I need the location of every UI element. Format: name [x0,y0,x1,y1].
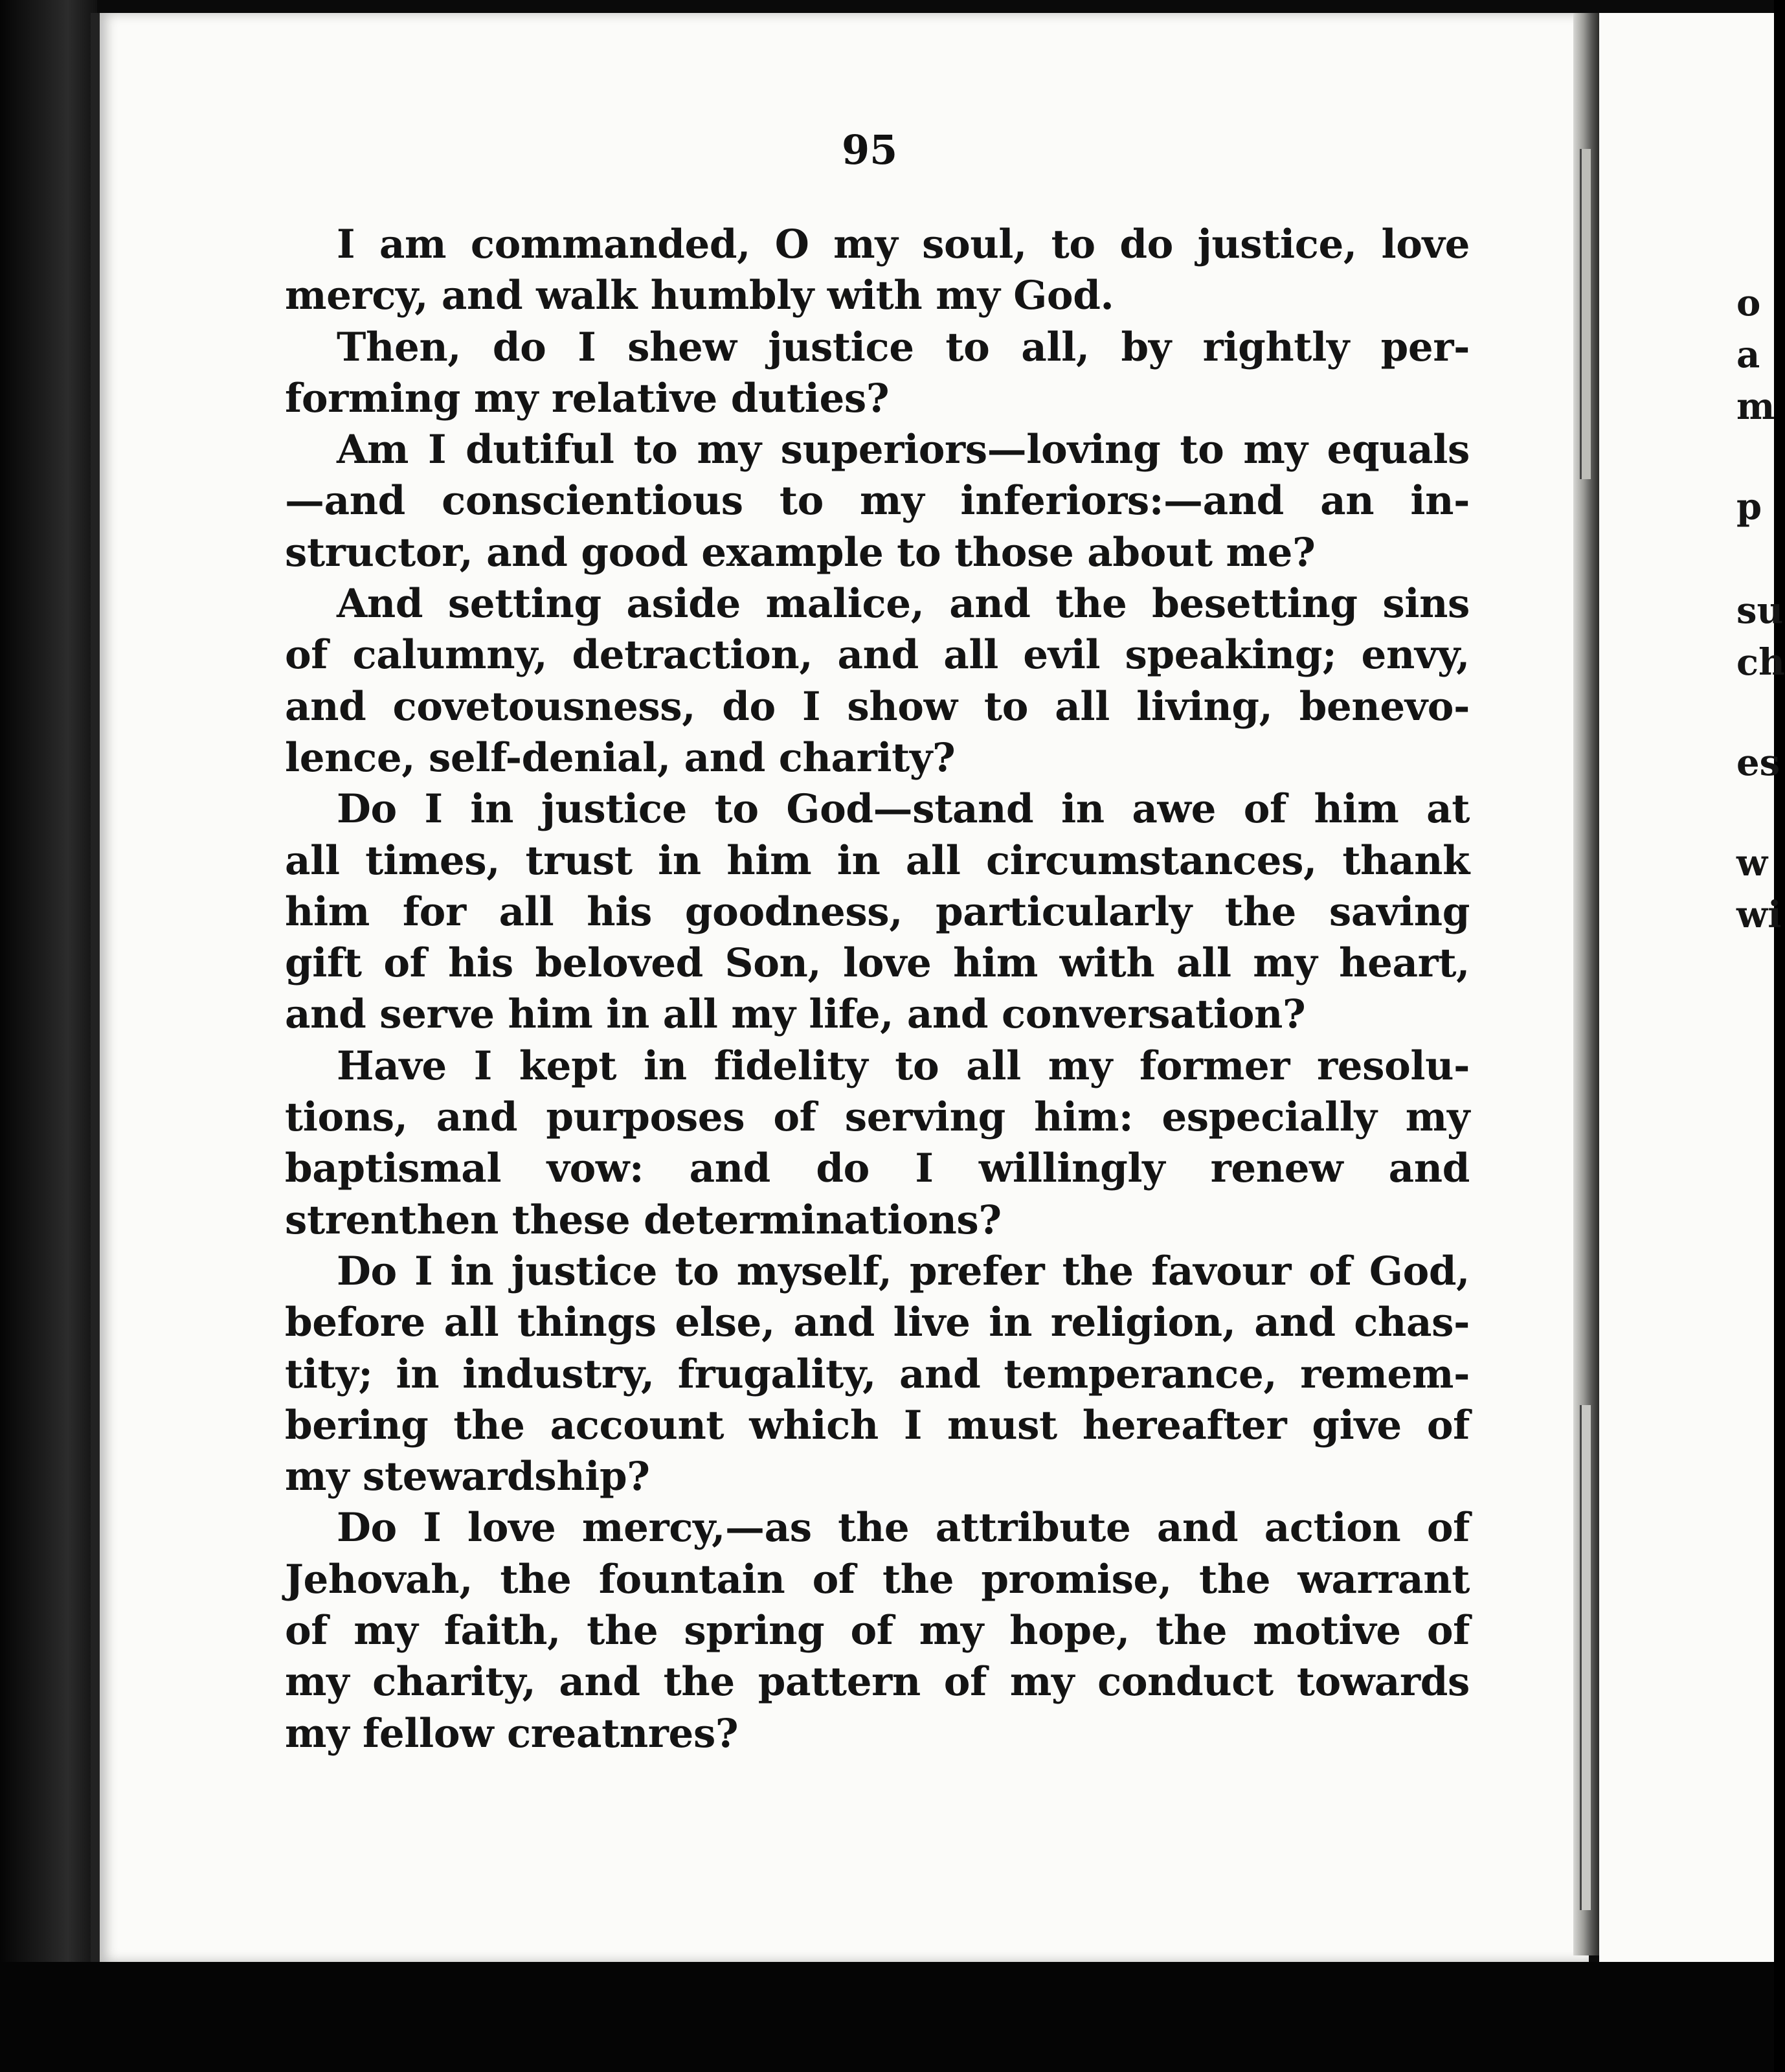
text-line: Do I in justice to God—stand in awe of him at [337,786,1470,833]
text-line: Do I in justice to myself, prefer the favour of God, [337,1248,1470,1294]
text-line: strenthen these determinations? [285,1197,1002,1243]
text-line: forming my relative duties? [285,375,890,422]
text-line: I am commanded, O my soul, to do justice, love [337,221,1470,267]
text-line: and serve him in all my life, and conversation? [285,991,1306,1038]
text-line: Do I love mercy,—as the attribute and action of [337,1505,1470,1551]
fragment: m [1736,385,1775,428]
text-line: before all things else, and live in religion, and chas- [285,1300,1470,1346]
fragment: ch [1736,641,1785,684]
text-line: baptismal vow: and do I willingly renew and [285,1145,1470,1192]
text-line: Jehovah, the fountain of the promise, the warrant [285,1556,1470,1603]
text-line: —and conscientious to my inferiors:—and an in- [285,478,1470,524]
text-line: of calumny, detraction, and all evil speaking; envy, [285,632,1470,679]
text-line: him for all his goodness, particularly the saving [285,888,1470,935]
text-line: my charity, and the pattern of my conduct towards [285,1659,1470,1706]
page-number: 95 [842,126,898,174]
text-line: gift of his beloved Son, love him with all my heart, [285,940,1470,987]
text-line: and covetousness, do I show to all living, benevo- [285,683,1470,730]
text-line: bering the account which I must hereafter give of [285,1402,1470,1448]
text-line: lence, self-denial, and charity? [285,734,956,781]
text-line: structor, and good example to those about me? [285,529,1316,576]
binding-thread-bottom [1580,1405,1591,1910]
body-text [285,219,1470,1759]
text-line: Then, do I shew justice to all, by rightly per- [337,324,1470,370]
fragment: es [1736,741,1780,784]
text-line: all times, trust in him in all circumstances, thank [285,837,1470,884]
binding-thread-top [1580,149,1591,479]
scan-bottom-border [0,1962,1774,2072]
text-line: tions, and purposes of serving him: especially my [285,1094,1470,1141]
fragment: o [1736,282,1761,324]
text-line: Am I dutiful to my superiors—loving to my equals [337,427,1470,473]
text-line: Have I kept in fidelity to all my former resolu- [337,1042,1470,1089]
fragment: su [1736,589,1784,632]
fragment: wi [1736,894,1782,936]
text-line: mercy, and walk humbly with my God. [285,273,1114,319]
fragment: a [1736,333,1760,376]
fragment: p [1736,486,1762,528]
fragment: w [1736,842,1768,884]
text-line: my fellow creatnres? [285,1710,739,1757]
book-edge [0,0,97,2072]
text-line: my stewardship? [285,1454,650,1500]
text-line: tity; in industry, frugality, and temperance, remem- [285,1351,1470,1397]
text-line: And setting aside malice, and the besetting sins [337,581,1470,627]
text-line: of my faith, the spring of my hope, the motive of [285,1608,1470,1654]
